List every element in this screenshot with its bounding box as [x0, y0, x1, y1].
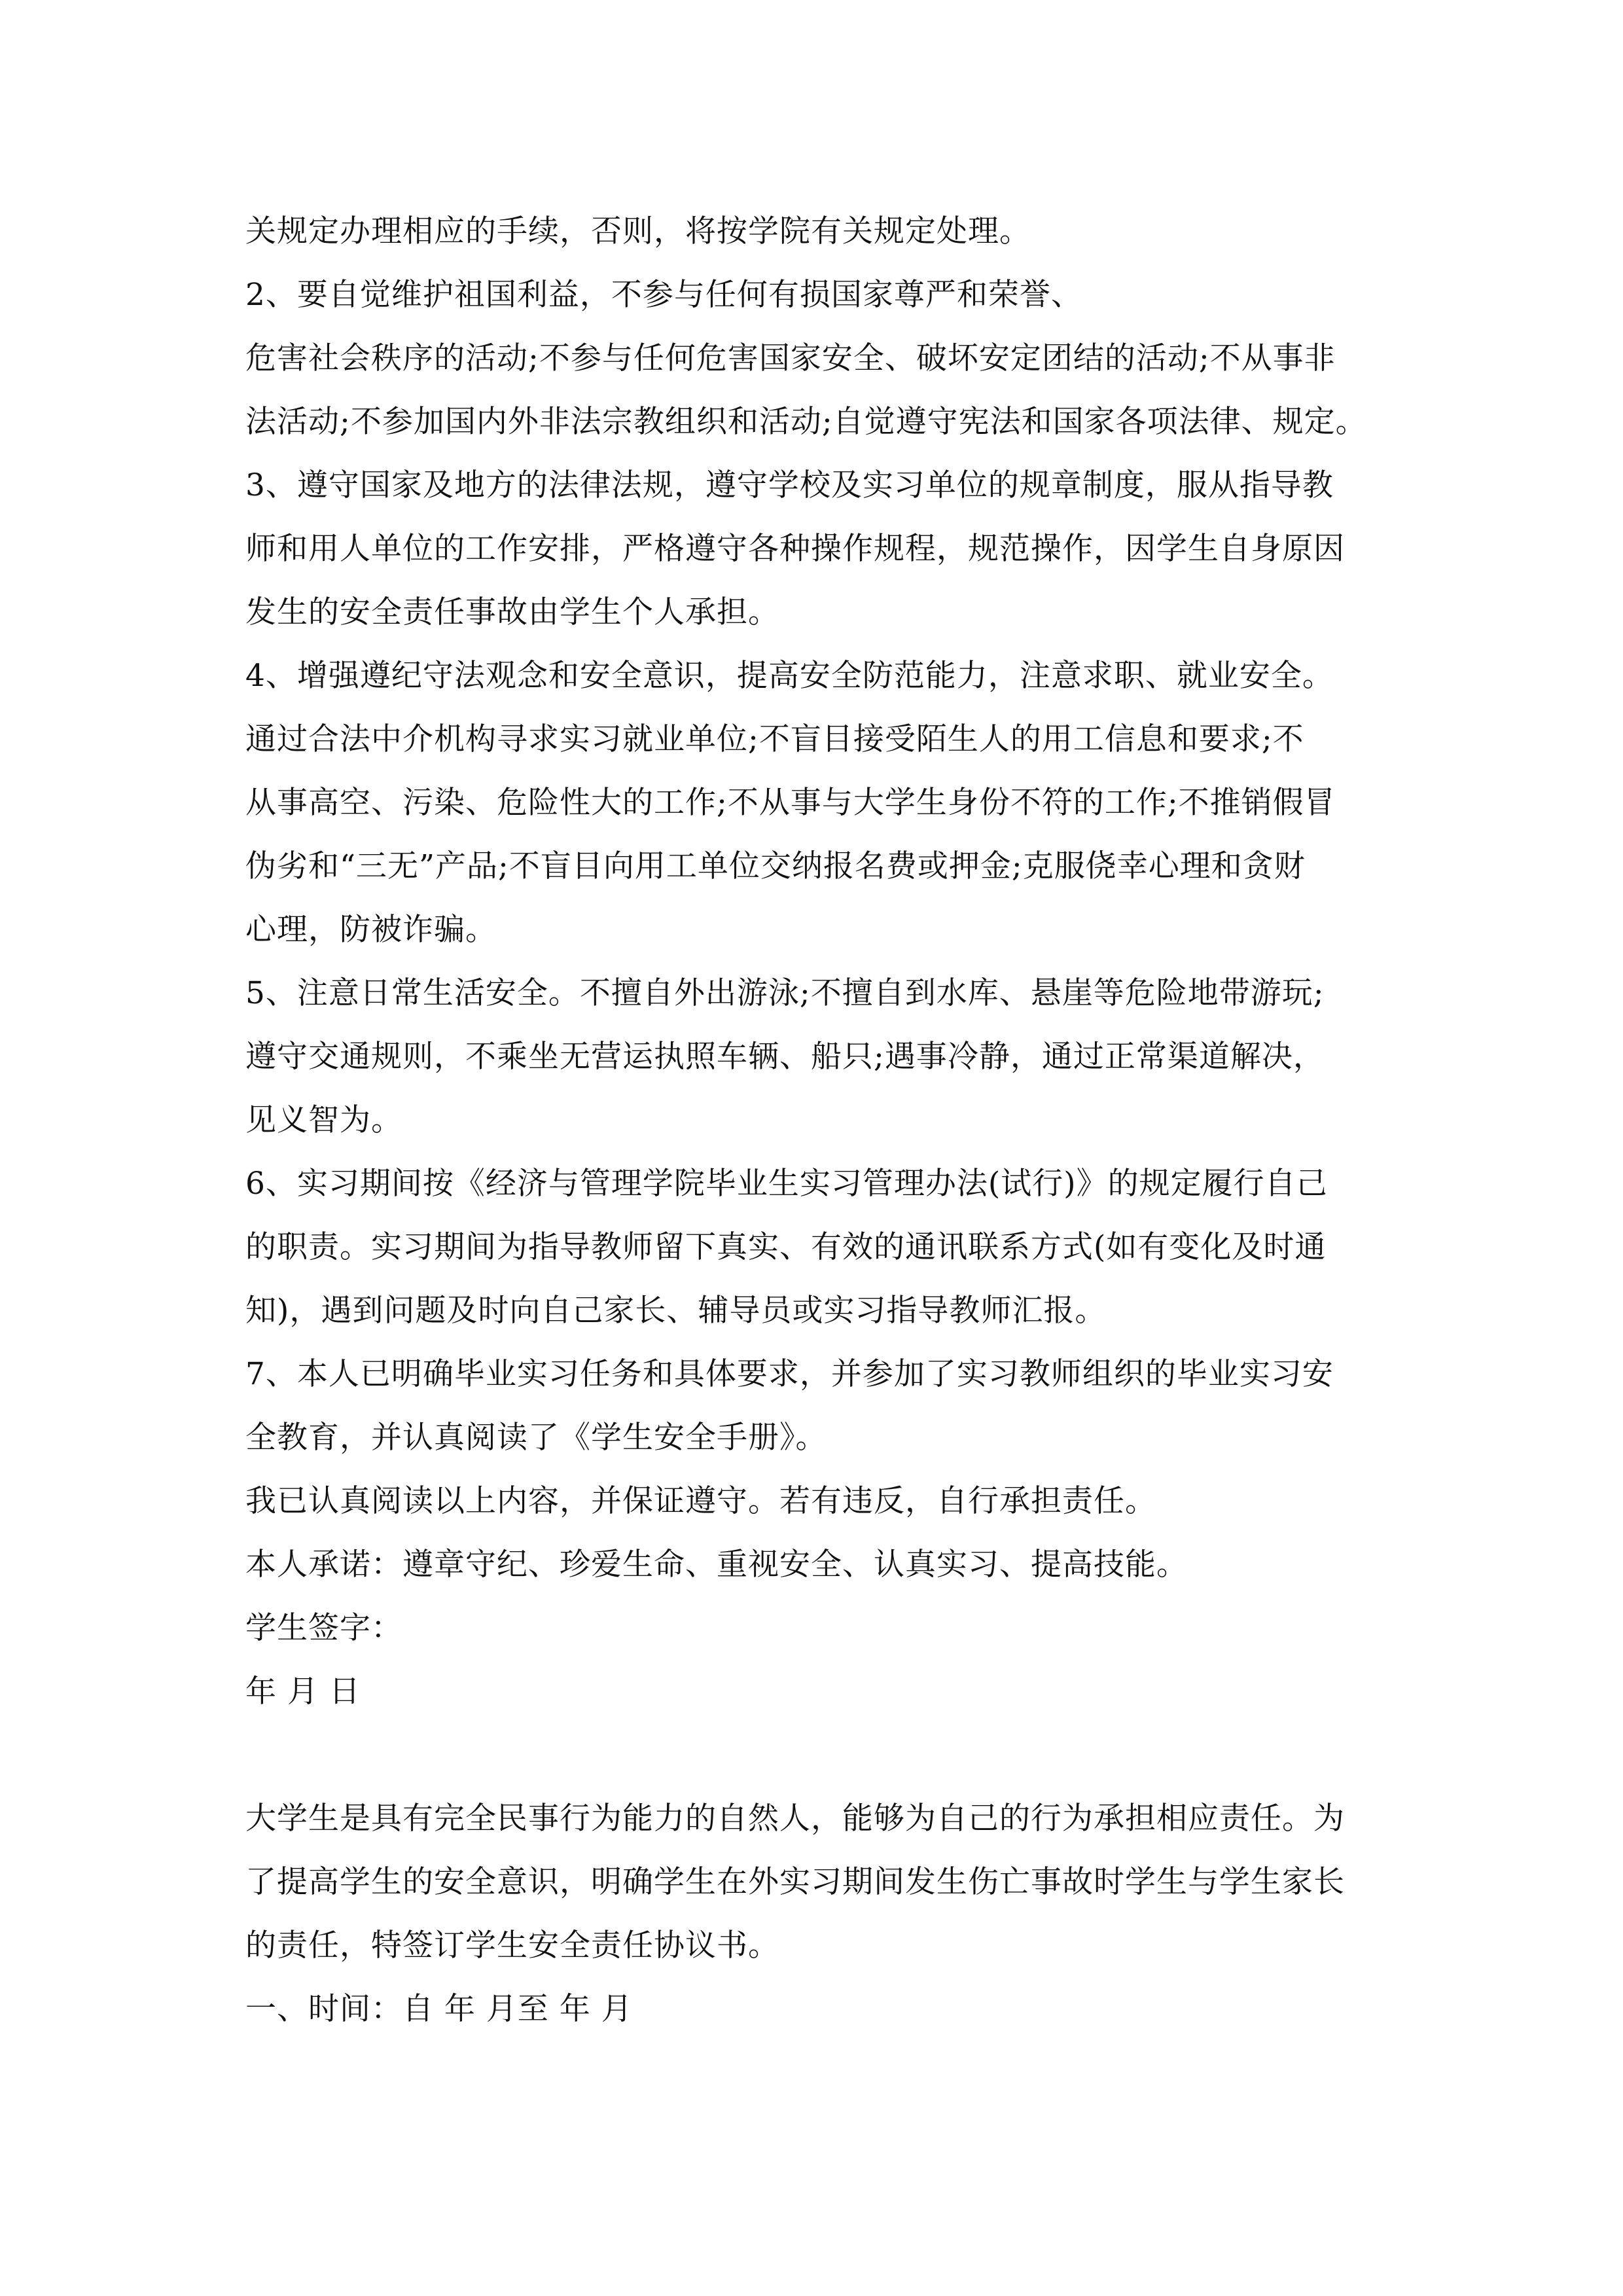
text-line: 危害社会秩序的活动;不参与任何危害国家安全、破坏安定团结的活动;不从事非	[245, 340, 1336, 376]
clause-6-line: 6、实习期间按《经济与管理学院毕业生实习管理办法(试行)》的规定履行自己	[245, 1166, 1328, 1202]
clause-3-line: 3、遵守国家及地方的法律法规，遵守学校及实习单位的规章制度，服从指导教	[245, 467, 1334, 503]
pledge-line: 本人承诺：遵章守纪、珍爱生命、重视安全、认真实习、提高技能。	[245, 1547, 1188, 1583]
text-line: 心理，防被诈骗。	[245, 912, 497, 948]
text-line: 法活动;不参加国内外非法宗教组织和活动;自觉遵守宪法和国家各项法律、规定。	[245, 404, 1367, 440]
text-line: 全教育，并认真阅读了《学生安全手册》。	[245, 1420, 827, 1456]
text-line: 的责任，特签订学生安全责任协议书。	[245, 1928, 779, 1964]
text-line: 了提高学生的安全意识，明确学生在外实习期间发生伤亡事故时学生与学生家长	[245, 1864, 1345, 1900]
document-body	[245, 200, 1384, 2041]
text-line: 知)，遇到问题及时向自己家长、辅导员或实习指导教师汇报。	[245, 1293, 1107, 1329]
student-signature-label: 学生签字：	[245, 1610, 402, 1646]
section-gap	[245, 1723, 1384, 1787]
text-line: 伪劣和“三无”产品;不盲目向用工单位交纳报名费或押金;克服侥幸心理和贪财	[245, 848, 1306, 884]
text-line: 关规定办理相应的手续，否则，将按学院有关规定处理。	[245, 213, 1031, 249]
clause-7-line: 7、本人已明确毕业实习任务和具体要求，并参加了实习教师组织的毕业实习安	[245, 1356, 1334, 1392]
agreement-intro-line: 大学生是具有完全民事行为能力的自然人，能够为自己的行为承担相应责任。为	[245, 1801, 1345, 1837]
text-line: 通过合法中介机构寻求实习就业单位;不盲目接受陌生人的用工信息和要求;不	[245, 721, 1304, 757]
text-line: 发生的安全责任事故由学生个人承担。	[245, 594, 779, 630]
time-period-line: 一、时间：自 年 月至 年 月	[245, 1991, 633, 2027]
clause-2-line: 2、要自觉维护祖国利益，不参与任何有损国家尊严和荣誉、	[245, 277, 1082, 313]
date-line: 年 月 日	[245, 1674, 361, 1710]
clause-4-line: 4、增强遵纪守法观念和安全意识，提高安全防范能力，注意求职、就业安全。	[245, 658, 1334, 694]
text-line: 见义智为。	[245, 1102, 402, 1138]
text-line: 师和用人单位的工作安排，严格遵守各种操作规程，规范操作，因学生自身原因	[245, 531, 1345, 567]
text-line: 从事高空、污染、危险性大的工作;不从事与大学生身份不符的工作;不推销假冒	[245, 785, 1336, 821]
text-line: 遵守交通规则，不乘坐无营运执照车辆、船只;遇事冷静，通过正常渠道解决，	[245, 1039, 1325, 1075]
text-line: 的职责。实习期间为指导教师留下真实、有效的通讯联系方式(如有变化及时通	[245, 1229, 1327, 1265]
clause-5-line: 5、注意日常生活安全。不擅自外出游泳;不擅自到水库、悬崖等危险地带游玩;	[245, 975, 1325, 1011]
acknowledgement-line: 我已认真阅读以上内容，并保证遵守。若有违反，自行承担责任。	[245, 1483, 1156, 1519]
